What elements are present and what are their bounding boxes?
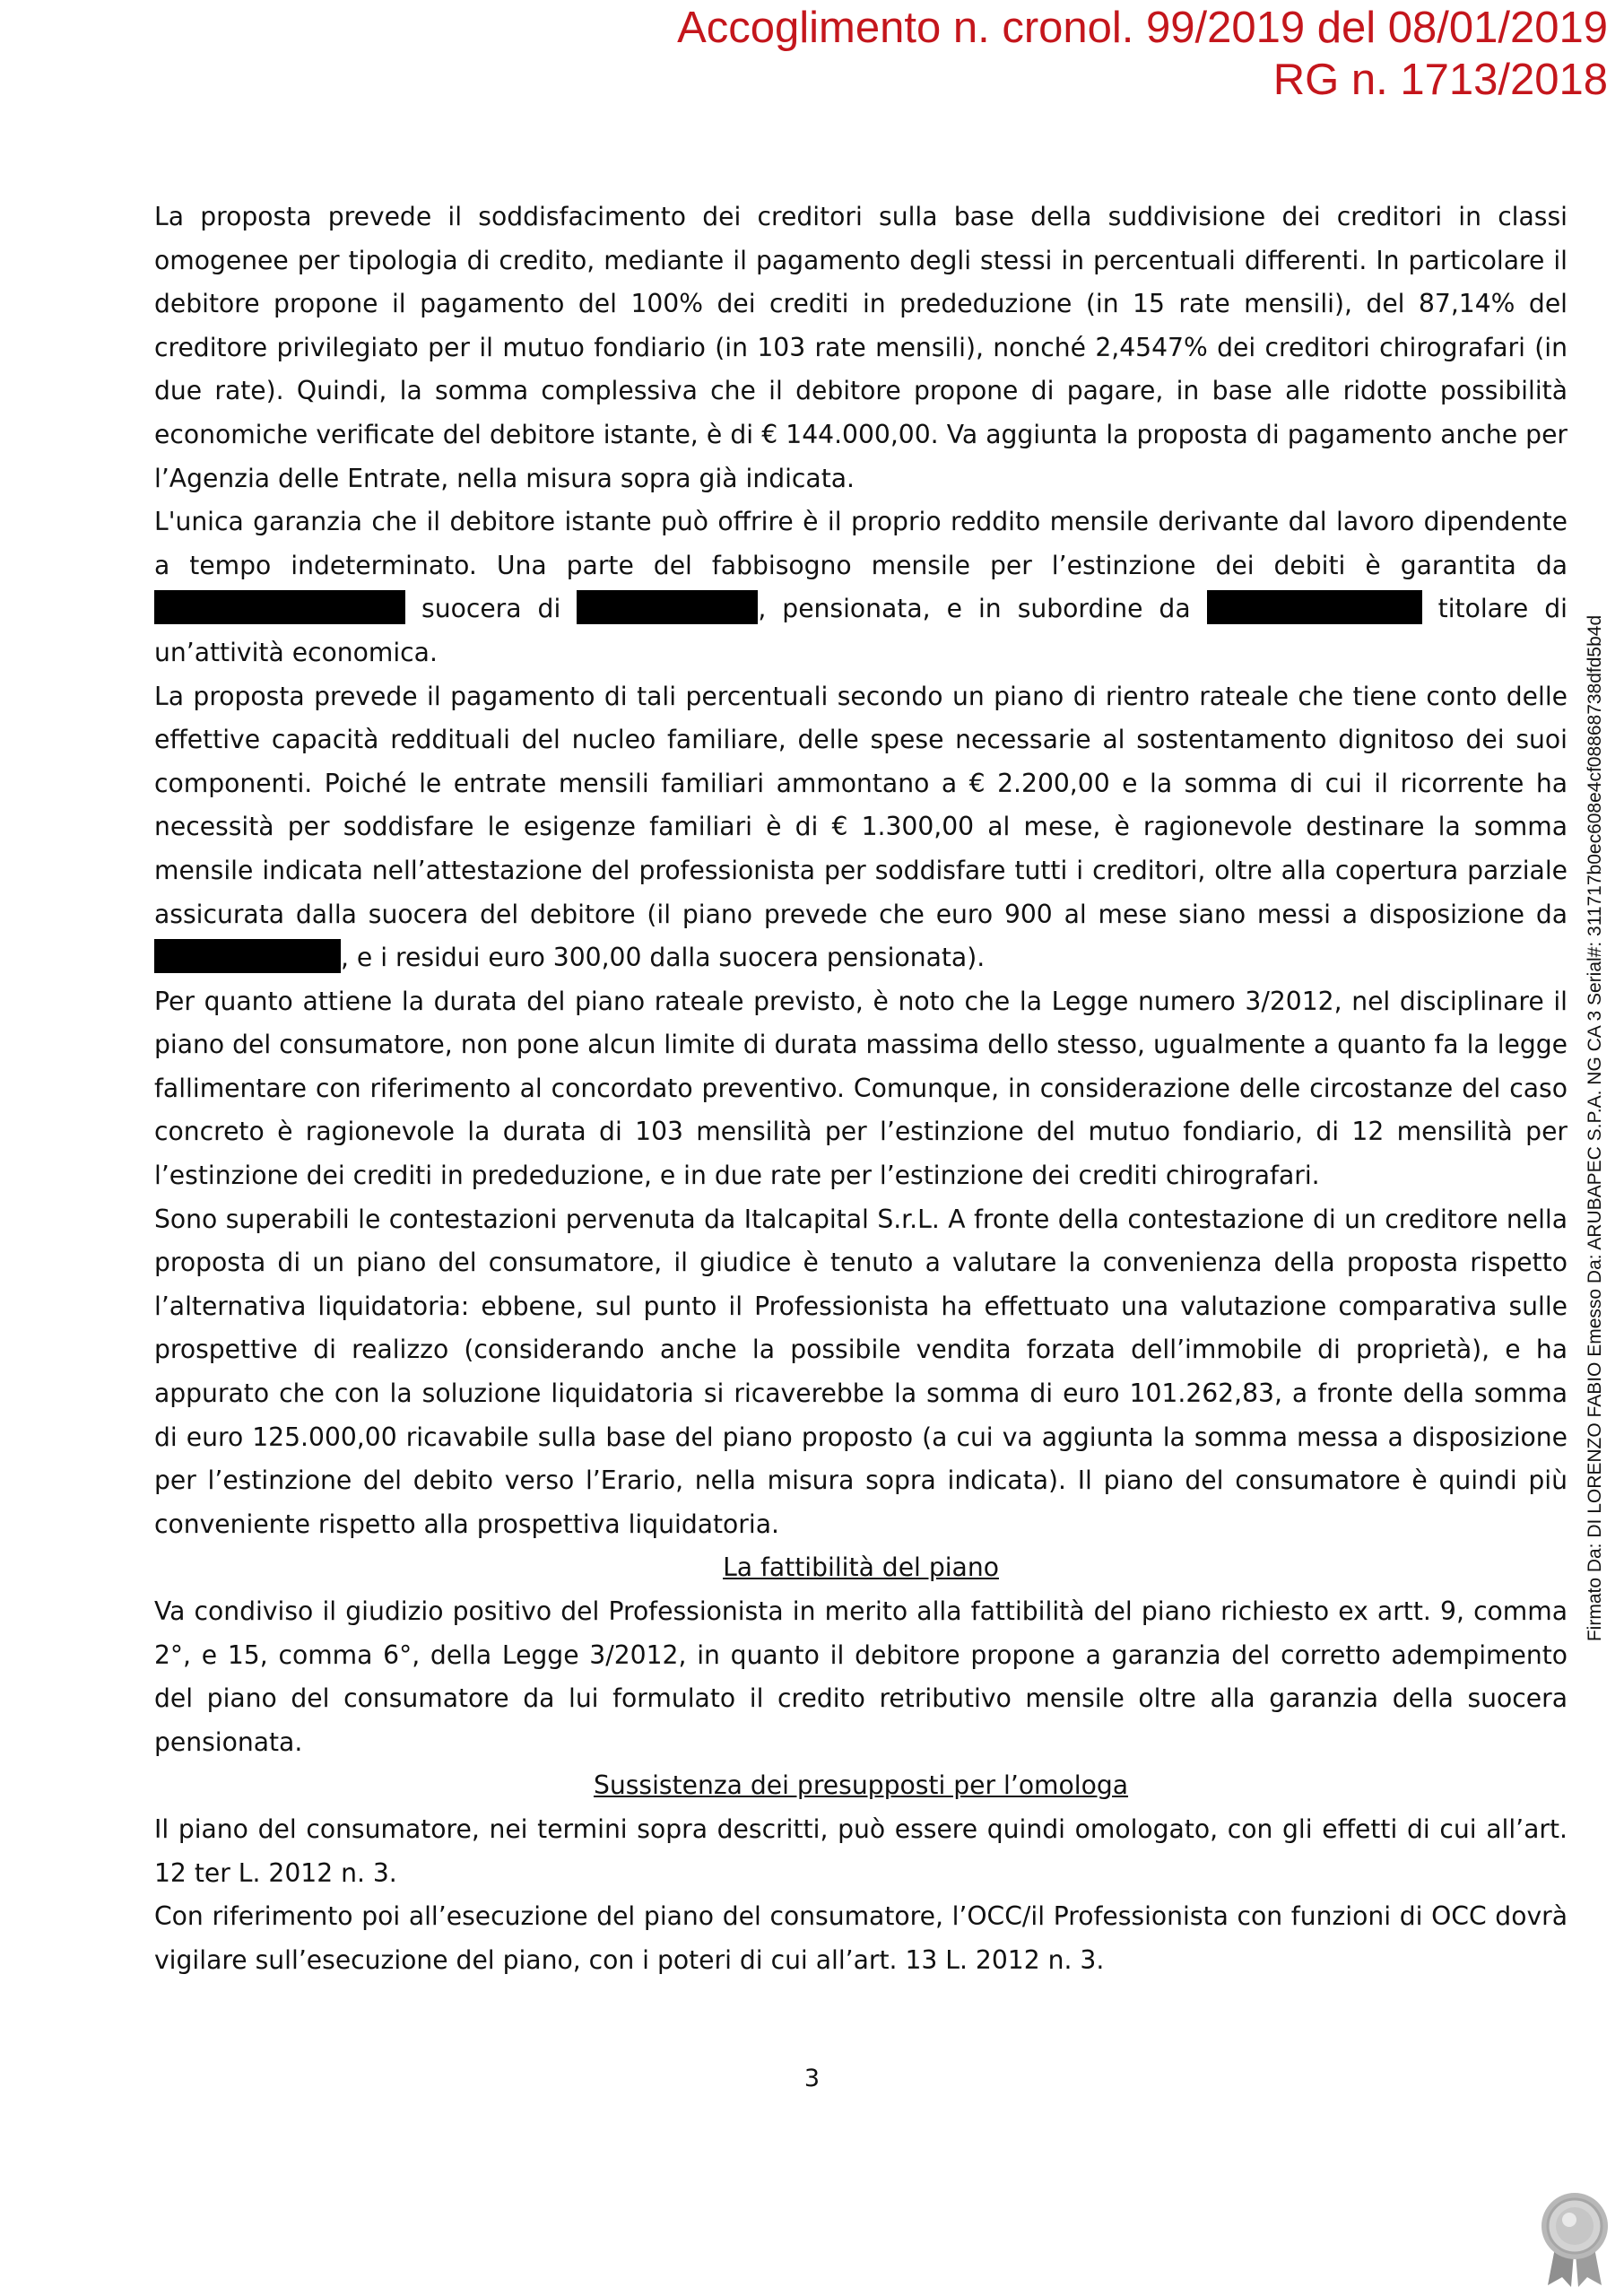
certification-seal-icon: [1533, 2188, 1616, 2289]
paragraph-execution: Con riferimento poi all’esecuzione del piano del consumatore, l’OCC/il Professionista con funzioni di OCC dovrà vigilare sull’esecuzione del piano, con i poteri di cui all’art. 13 L. 2012 n. 3.: [154, 1901, 1568, 1975]
redacted-name-block: [154, 590, 405, 624]
paragraph-feasibility: Va condiviso il giudizio positivo del Professionista in merito alla fattibilità del piano richiesto ex artt. 9, comma 2°, e 15, comma 6°, della Legge 3/2012, in quanto il debitore propone a garanzia del corretto adempimento del piano del consumatore da lui formulato il credito retributivo mensile oltre alla garanzia della suocera pensionata.: [154, 1596, 1568, 1757]
paragraph-objections: Sono superabili le contestazioni pervenuta da Italcapital S.r.L. A fronte della contestazione di un creditore nella proposta di un piano del consumatore, il giudice è tenuto a valutare la convenienza della proposta rispetto l’alternativa liquidatoria: ebbene, sul punto il Professionista ha effettuato una valutazione comparativa sulle prospettive di realizzo (considerando anche la possibile vendita forzata dell’immobile di proprietà), e ha appurato che con la soluzione liquidatoria si ricaverebbe la somma di euro 101.262,83, a fronte della somma di euro 125.000,00 ricavabile sulla base del piano proposto (a cui va aggiunta la somma messa a disposizione per l’estinzione del debito verso l’Erario, nella misura sopra indicata). Il piano del consumatore è quindi più conveniente rispetto alla prospettiva liquidatoria.: [154, 1204, 1568, 1539]
guarantee-text-1: L'unica garanzia che il debitore istante può offrire è il proprio reddito mensile derivante dal lavoro dipendente a tempo indeterminato. Una parte del fabbisogno mensile per l’estinzione dei debiti è garantita da: [154, 507, 1568, 580]
paragraph-duration: Per quanto attiene la durata del piano rateale previsto, è noto che la Legge numero 3/2012, nel disciplinare il piano del consumatore, non pone alcun limite di durata massima dello stesso, ugualmente a quanto fa la legge fallimentare con riferimento al concordato preventivo. Comunque, in considerazione delle circostanze del caso concreto è ragionevole la durata di 103 mensilità per l’estinzione del mutuo fondiario, di 12 mensilità per l’estinzione dei crediti in prededuzione, e in due rate per l’estinzione dei crediti chirografari.: [154, 986, 1568, 1191]
redacted-name-block: [1207, 590, 1422, 624]
heading-homologation: Sussistenza dei presupposti per l’omologa: [593, 1770, 1129, 1801]
paragraph-guarantee: [154, 500, 1568, 674]
paragraph-proposal: La proposta prevede il soddisfacimento dei creditori sulla base della suddivisione dei creditori in classi omogenee per tipologia di credito, mediante il pagamento degli stessi in percentuali differenti. In particolare il debitore propone il pagamento del 100% dei crediti in prededuzione (in 15 rate mensili), del 87,14% del creditore privilegiato per il mutuo fondiario (in 103 rate mensili), nonché 2,4547% dei creditori chirografari (in due rate). Quindi, la somma complessiva che il debitore propone di pagare, in base alle ridotte possibilità economiche verificate del debitore istante, è di € 144.000,00. Va aggiunta la proposta di pagamento anche per l’Agenzia delle Entrate, nella misura sopra già indicata.: [154, 202, 1568, 493]
page-number: 3: [803, 2065, 821, 2092]
redacted-name-block: [577, 590, 758, 624]
digital-signature-strip: Firmato Da: DI LORENZO FABIO Emesso Da: ARUBAPEC S.P.A. NG CA 3 Serial#: 311717b0ec608e4cf08868738dfd5b4d: [1585, 614, 1605, 1642]
document-body: [154, 196, 1568, 1982]
document-header: [352, 2, 1608, 106]
guarantee-text-2: suocera di: [405, 594, 578, 624]
heading-feasibility: La fattibilità del piano: [723, 1552, 999, 1583]
repayment-text-2: , e i residui euro 300,00 dalla suocera pensionata).: [341, 943, 986, 973]
redacted-name-block: [154, 939, 341, 973]
guarantee-text-4: titolare di un’attività economica.: [154, 594, 1568, 667]
header-rg-line: RG n. 1713/2018: [1272, 56, 1608, 104]
guarantee-text-3: , pensionata, e in subordine da: [758, 594, 1207, 624]
header-protocol-line: Accoglimento n. cronol. 99/2019 del 08/01/2019: [677, 4, 1608, 52]
paragraph-repayment-plan: [154, 675, 1568, 980]
paragraph-homologation: Il piano del consumatore, nei termini sopra descritti, può essere quindi omologato, con gli effetti di cui all’art. 12 ter L. 2012 n. 3.: [154, 1813, 1568, 1888]
repayment-text-1: La proposta prevede il pagamento di tali percentuali secondo un piano di rientro rateale che tiene conto delle effettive capacità reddituali del nucleo familiare, delle spese necessarie al sostentamento dignitoso dei suoi componenti. Poiché le entrate mensili familiari ammontano a € 2.200,00 e la somma di cui il ricorrente ha necessità per soddisfare le esigenze familiari è di € 1.300,00 al mese, è ragionevole destinare la somma mensile indicata nell’attestazione del professionista per soddisfare tutti i creditori, oltre alla copertura parziale assicurata dalla suocera del debitore (il piano prevede che euro 900 al mese siano messi a disposizione da: [154, 681, 1568, 929]
